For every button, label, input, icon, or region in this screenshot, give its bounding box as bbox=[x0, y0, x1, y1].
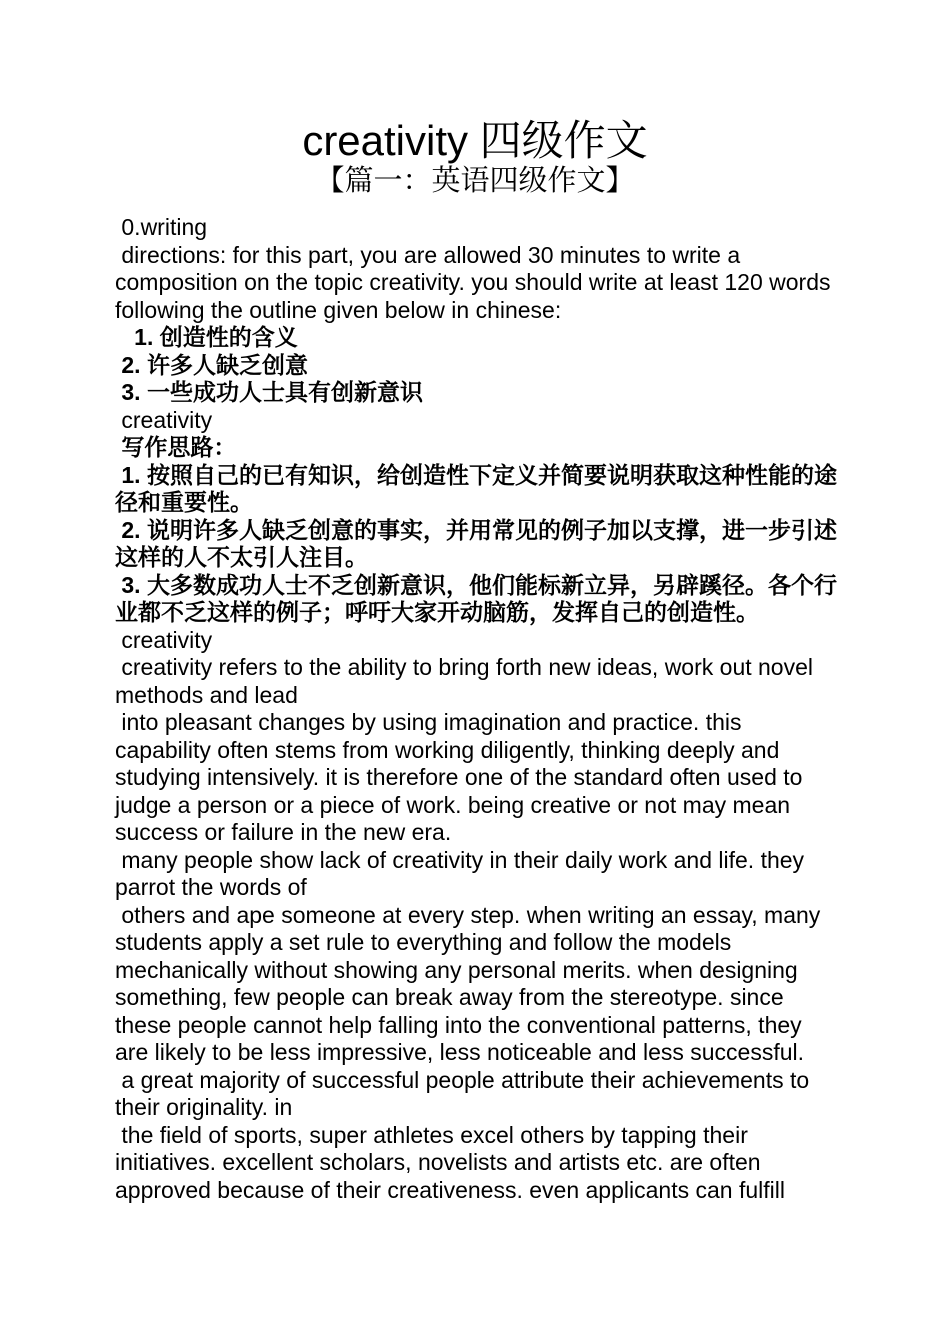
writing-idea-1: 1. 按照自己的已有知识，给创造性下定义并简要说明获取这种性能的途径和重要性。 bbox=[115, 461, 837, 515]
writing-idea-3: 3. 大多数成功人士不乏创新意识，他们能标新立异，另辟蹊径。各个行业都不乏这样的例子；呼吁大家开动脑筋，发挥自己的创造性。 bbox=[115, 571, 837, 625]
essay-paragraph: many people show lack of creativity in their daily work and life. they parrot the words of bbox=[115, 846, 811, 900]
essay-paragraph: a great majority of successful people attribute their achievements to their originality. in bbox=[115, 1066, 816, 1120]
essay-paragraph: the field of sports, super athletes excel others by tapping their initiatives. excellent scholars, novelists and artists etc. are often approved because of their creativeness. even applicants can fulfill bbox=[115, 1121, 785, 1203]
document-body bbox=[115, 214, 840, 1204]
outline-item-2: 2. 许多人缺乏创意 bbox=[115, 351, 308, 378]
directions-paragraph: directions: for this part, you are allowed 30 minutes to write a composition on the topic creativity. you should write at least 120 words following the outline given below in chinese: bbox=[115, 241, 837, 323]
writing-idea-2: 2. 说明许多人缺乏创意的事实，并用常见的例子加以支撑，进一步引述这样的人不太引人注目。 bbox=[115, 516, 837, 570]
essay-paragraph: into pleasant changes by using imagination and practice. this capability often stems from working diligently, thinking deeply and studying intensively. it is therefore one of the standard often used to judge a person or a piece of work. being creative or not may mean success or failure in the new era. bbox=[115, 709, 809, 845]
document-title: creativity 四级作文 bbox=[302, 117, 648, 164]
section-heading: 0.writing bbox=[115, 214, 208, 240]
essay-paragraph: others and ape someone at every step. when writing an essay, many students apply a set rule to everything and follow the models mechanically without showing any personal merits. when designing something, few people can break away from the stereotype. since these people cannot help falling into the conventional patterns, they are likely to be less impressive, less noticeable and less successful. bbox=[115, 901, 827, 1065]
essay-label: creativity bbox=[115, 406, 213, 433]
essay-paragraph: creativity refers to the ability to bring forth new ideas, work out novel methods and lead bbox=[115, 654, 820, 708]
outline-item-1: 1. 创造性的含义 bbox=[115, 324, 298, 350]
document-subtitle: 【篇一：英语四级作文】 bbox=[315, 165, 635, 197]
outline-item-3: 3. 一些成功人士具有创新意识 bbox=[115, 379, 423, 405]
writing-ideas-heading: 写作思路： bbox=[115, 434, 237, 460]
essay-title: creativity bbox=[115, 626, 213, 653]
